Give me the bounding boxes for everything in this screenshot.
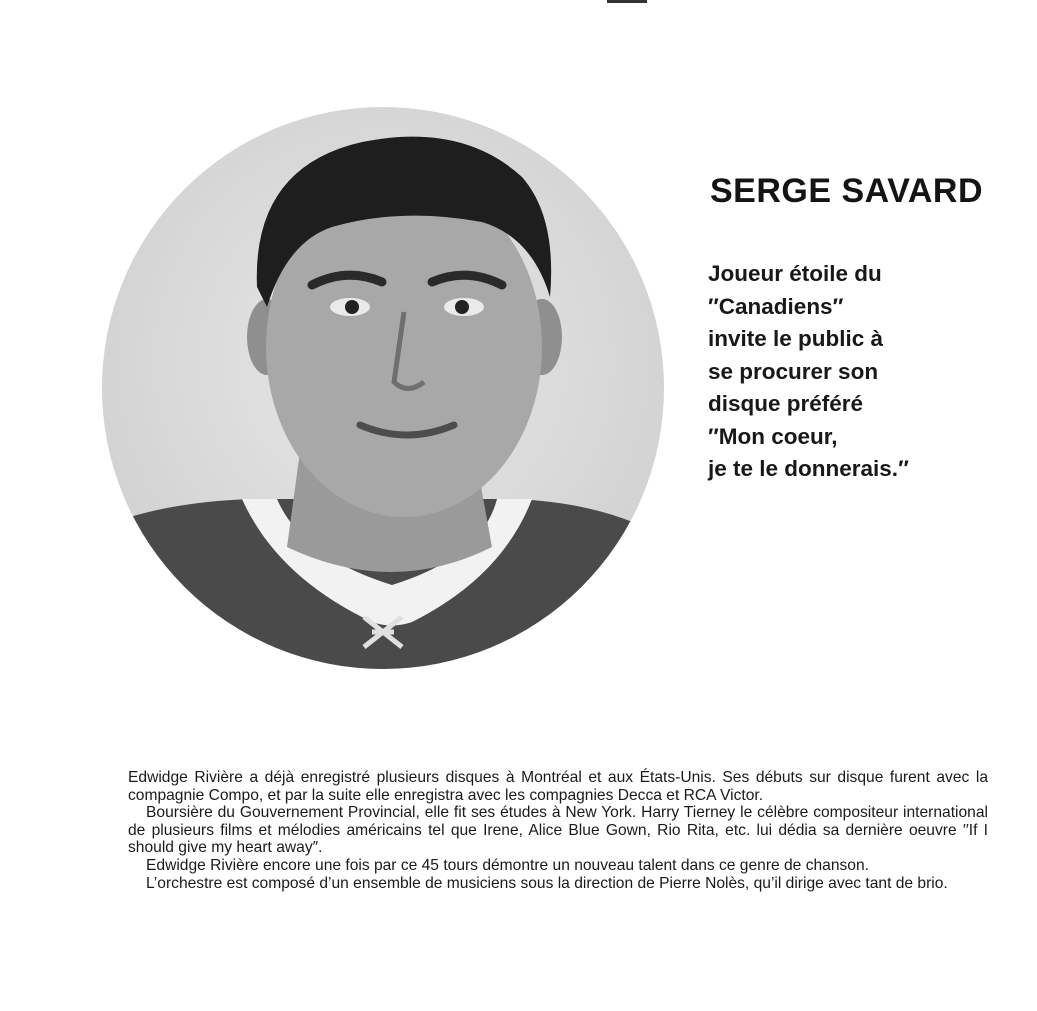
tagline-line: se procurer son [708, 358, 879, 384]
biography-text [128, 769, 988, 892]
portrait-illustration [102, 107, 664, 669]
player-name-heading: SERGE SAVARD [710, 172, 984, 210]
biography-paragraph: Boursière du Gouvernement Provincial, elle fit ses études à New York. Harry Tierney le célèbre compositeur international de plusieurs films et mélodies américains tel que Irene, Alice Blue Gown, Rio Rita, etc. lui dédia sa dernière oeuvre ′′If I should give my heart away″. [128, 804, 988, 857]
tagline-line: ′′Canadiens″ [708, 293, 844, 319]
portrait-photo [102, 107, 664, 669]
biography-paragraph: Edwidge Rivière a déjà enregistré plusieurs disques à Montréal et aux États-Unis. Ses débuts sur disque furent avec la compagnie Compo, et par la suite elle enregistra avec les compagnies Decca et RCA Victor. [128, 769, 988, 804]
tagline-line: invite le public à [708, 326, 884, 351]
biography-paragraph: L’orchestre est composé d’un ensemble de musiciens sous la direction de Pierre Nolès, qu’il dirige avec tant de brio. [146, 874, 948, 892]
tagline-line: je te le donnerais.″ [708, 456, 909, 481]
tagline-line: disque préféré [708, 391, 864, 416]
tagline-line: ′′Mon coeur, [708, 423, 838, 449]
biography-paragraph: Edwidge Rivière encore une fois par ce 45 tours démontre un nouveau talent dans ce genre de chanson. [146, 856, 869, 874]
top-edge-mark [607, 0, 647, 3]
tagline [708, 258, 1008, 486]
tagline-line: Joueur étoile du [708, 261, 882, 286]
